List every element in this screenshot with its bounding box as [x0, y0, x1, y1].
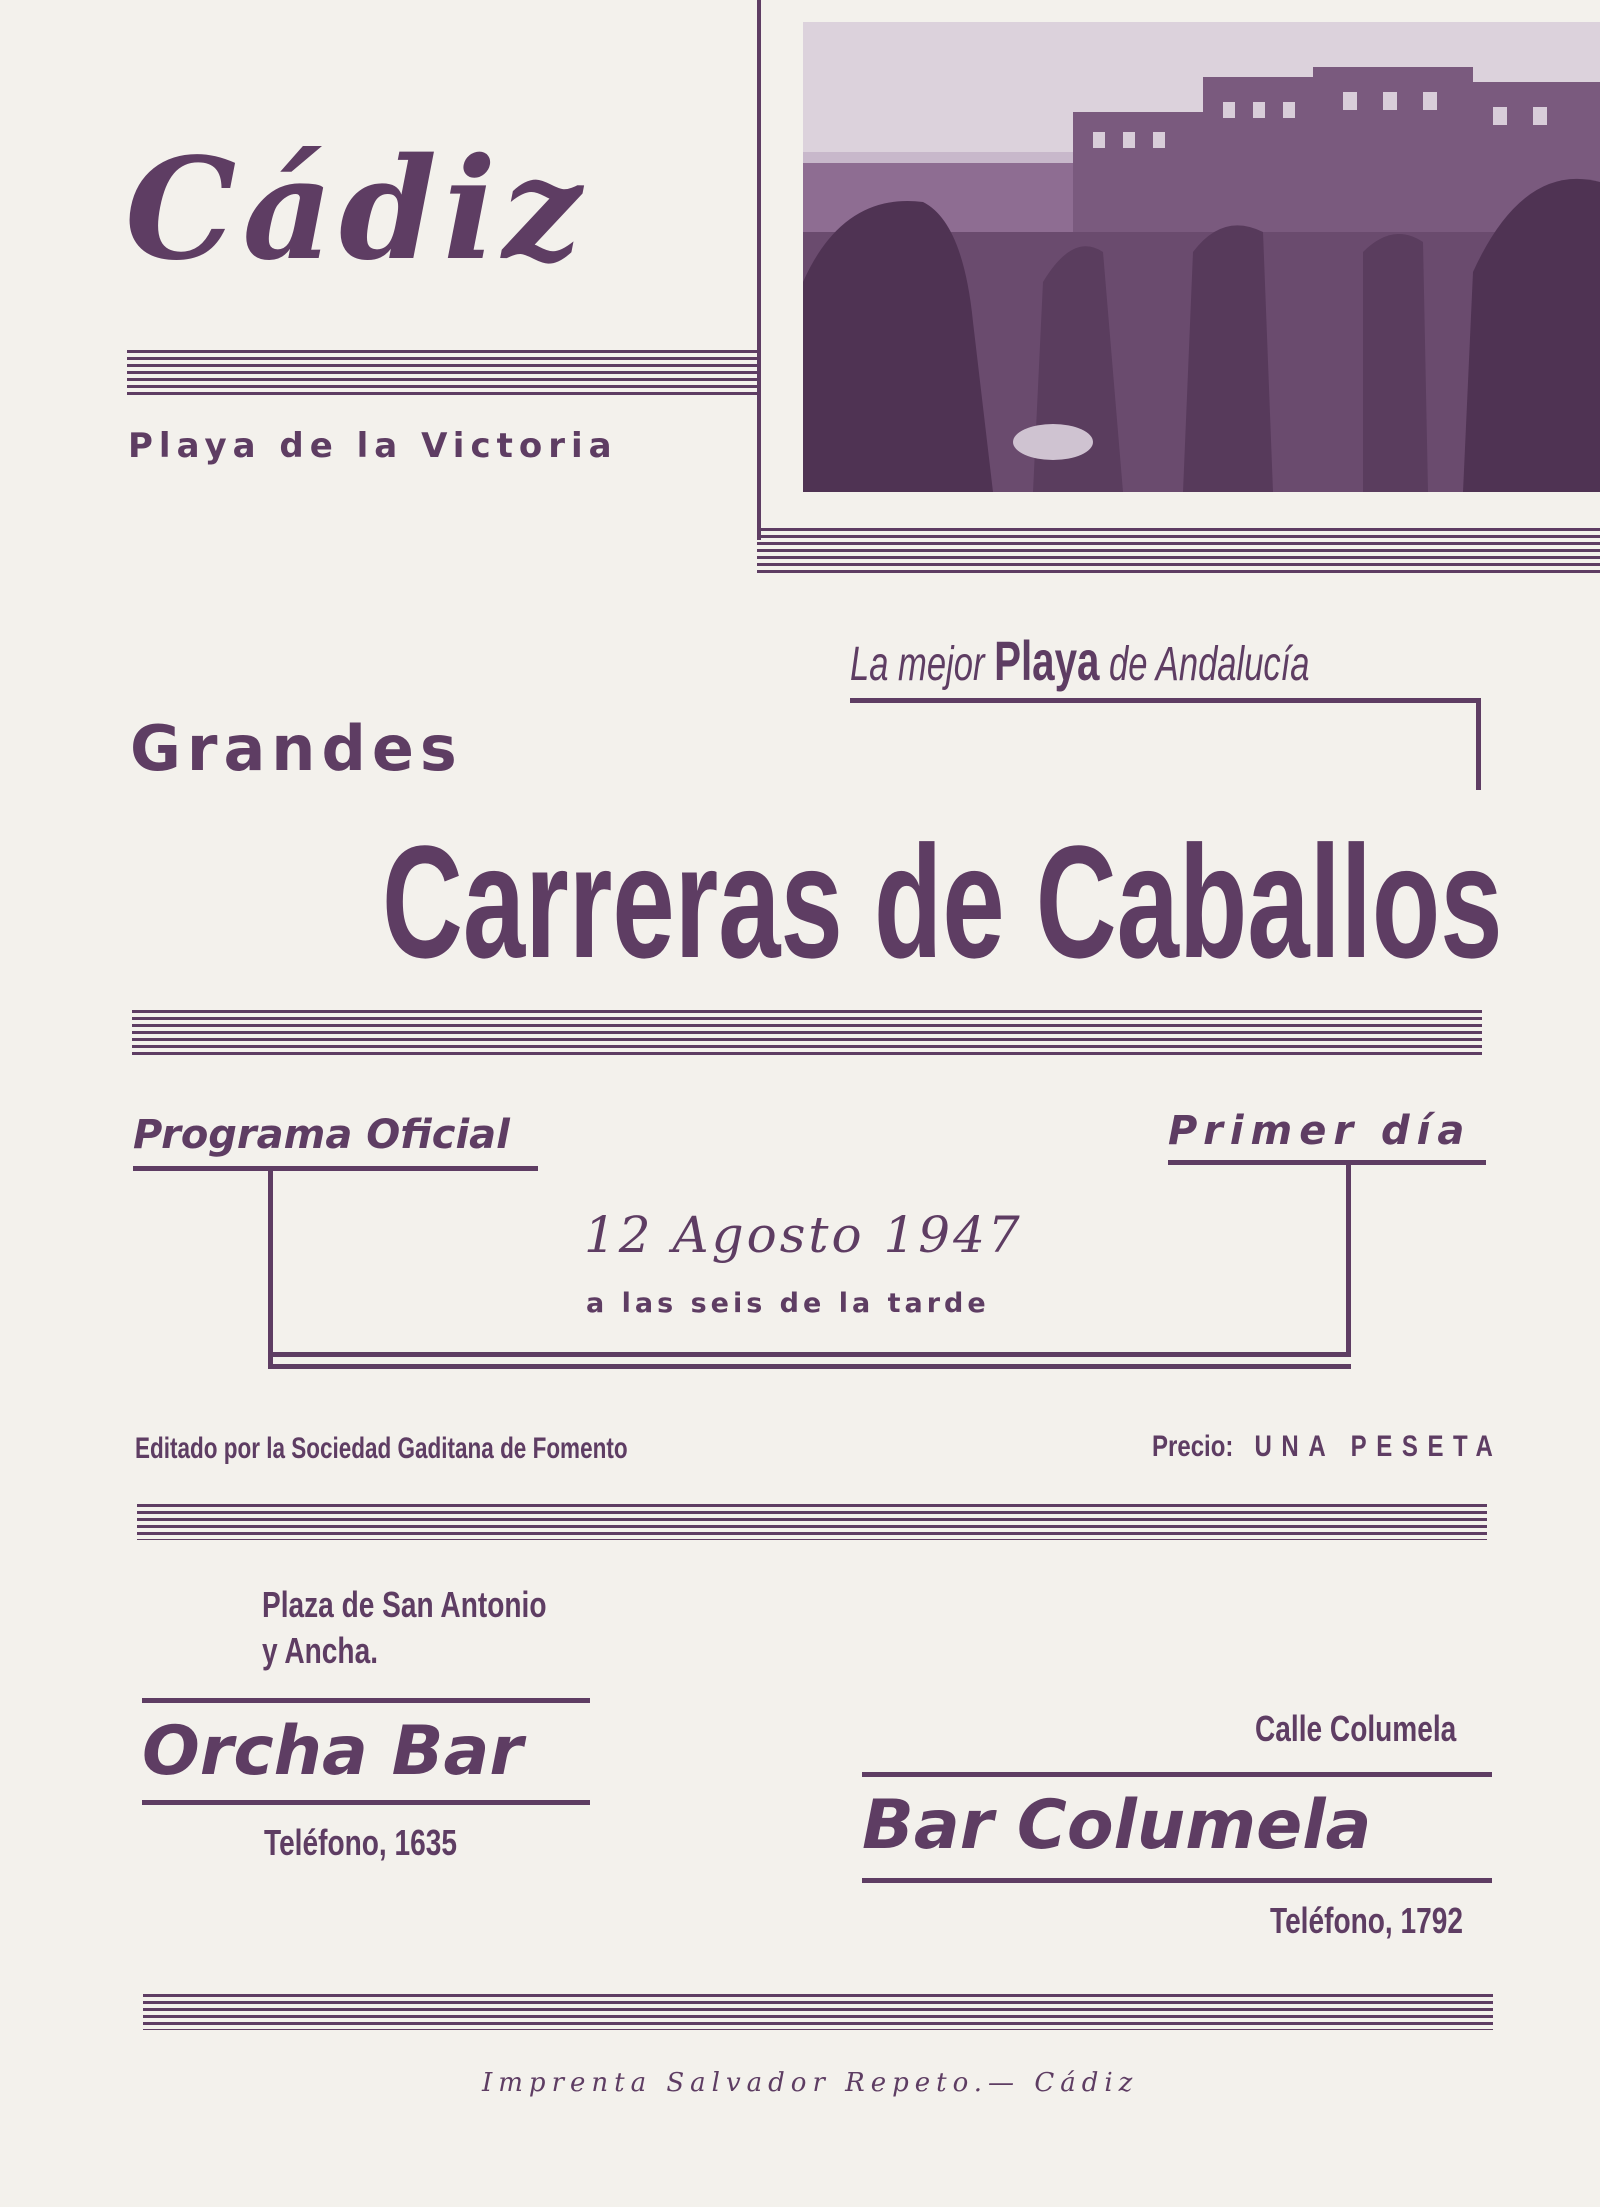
- printer-credit: Imprenta Salvador Repeto.— Cádiz: [482, 2068, 1139, 2098]
- event-overline: Grandes: [130, 712, 463, 785]
- date-box-bottom-2: [268, 1364, 1351, 1369]
- slogan-bracket: [1476, 698, 1481, 790]
- orcha-top-rule: [142, 1698, 590, 1703]
- beach-name: Playa de la Victoria: [128, 426, 618, 466]
- date-box-right: [1346, 1165, 1351, 1355]
- orcha-bar-name: Orcha Bar: [142, 1712, 523, 1791]
- columela-bar-name: Bar Columela: [862, 1786, 1372, 1865]
- event-date: 12 Agosto 1947: [584, 1206, 1023, 1264]
- footer-rule: [143, 1994, 1493, 2030]
- slogan-emphasis: Playa: [994, 629, 1100, 692]
- slogan: [850, 628, 1310, 693]
- columela-top-rule: [862, 1772, 1492, 1777]
- program-label: Programa Oficial: [133, 1112, 510, 1158]
- columela-address: Calle Columela: [1255, 1708, 1457, 1749]
- city-title: Cádiz: [125, 128, 588, 292]
- columela-phone: Teléfono, 1792: [1270, 1900, 1463, 1941]
- title-rule: [132, 1010, 1482, 1056]
- slogan-underline: [850, 698, 1480, 703]
- columela-bottom-rule: [862, 1878, 1492, 1883]
- orcha-bottom-rule: [142, 1800, 590, 1805]
- slogan-suffix: de Andalucía: [1109, 638, 1310, 691]
- price: [1152, 1430, 1502, 1464]
- photo-frame-left: [757, 0, 761, 540]
- program-day: Primer día: [1168, 1108, 1472, 1154]
- program-label-underline: [133, 1166, 538, 1171]
- orcha-phone: Teléfono, 1635: [264, 1822, 457, 1863]
- event-time: a las seis de la tarde: [586, 1288, 990, 1319]
- orcha-address-line2: y Ancha.: [262, 1630, 379, 1671]
- publisher-rule: [137, 1504, 1487, 1540]
- program-day-underline: [1168, 1160, 1486, 1165]
- header-rule: [127, 350, 757, 396]
- publisher-credit: Editado por la Sociedad Gaditana de Fomento: [135, 1432, 628, 1465]
- event-title: Carreras de Caballos: [382, 812, 1503, 991]
- beach-photo: [803, 22, 1600, 492]
- slogan-prefix: La mejor: [850, 638, 985, 691]
- beach-photo-icon: [803, 22, 1600, 492]
- photo-bottom-rule: [757, 528, 1600, 574]
- orcha-address-line1: Plaza de San Antonio: [262, 1584, 547, 1625]
- price-value: UNA PESETA: [1254, 1430, 1503, 1463]
- price-label: Precio:: [1152, 1430, 1234, 1463]
- date-box-left: [268, 1170, 273, 1366]
- date-box-bottom-1: [268, 1352, 1351, 1357]
